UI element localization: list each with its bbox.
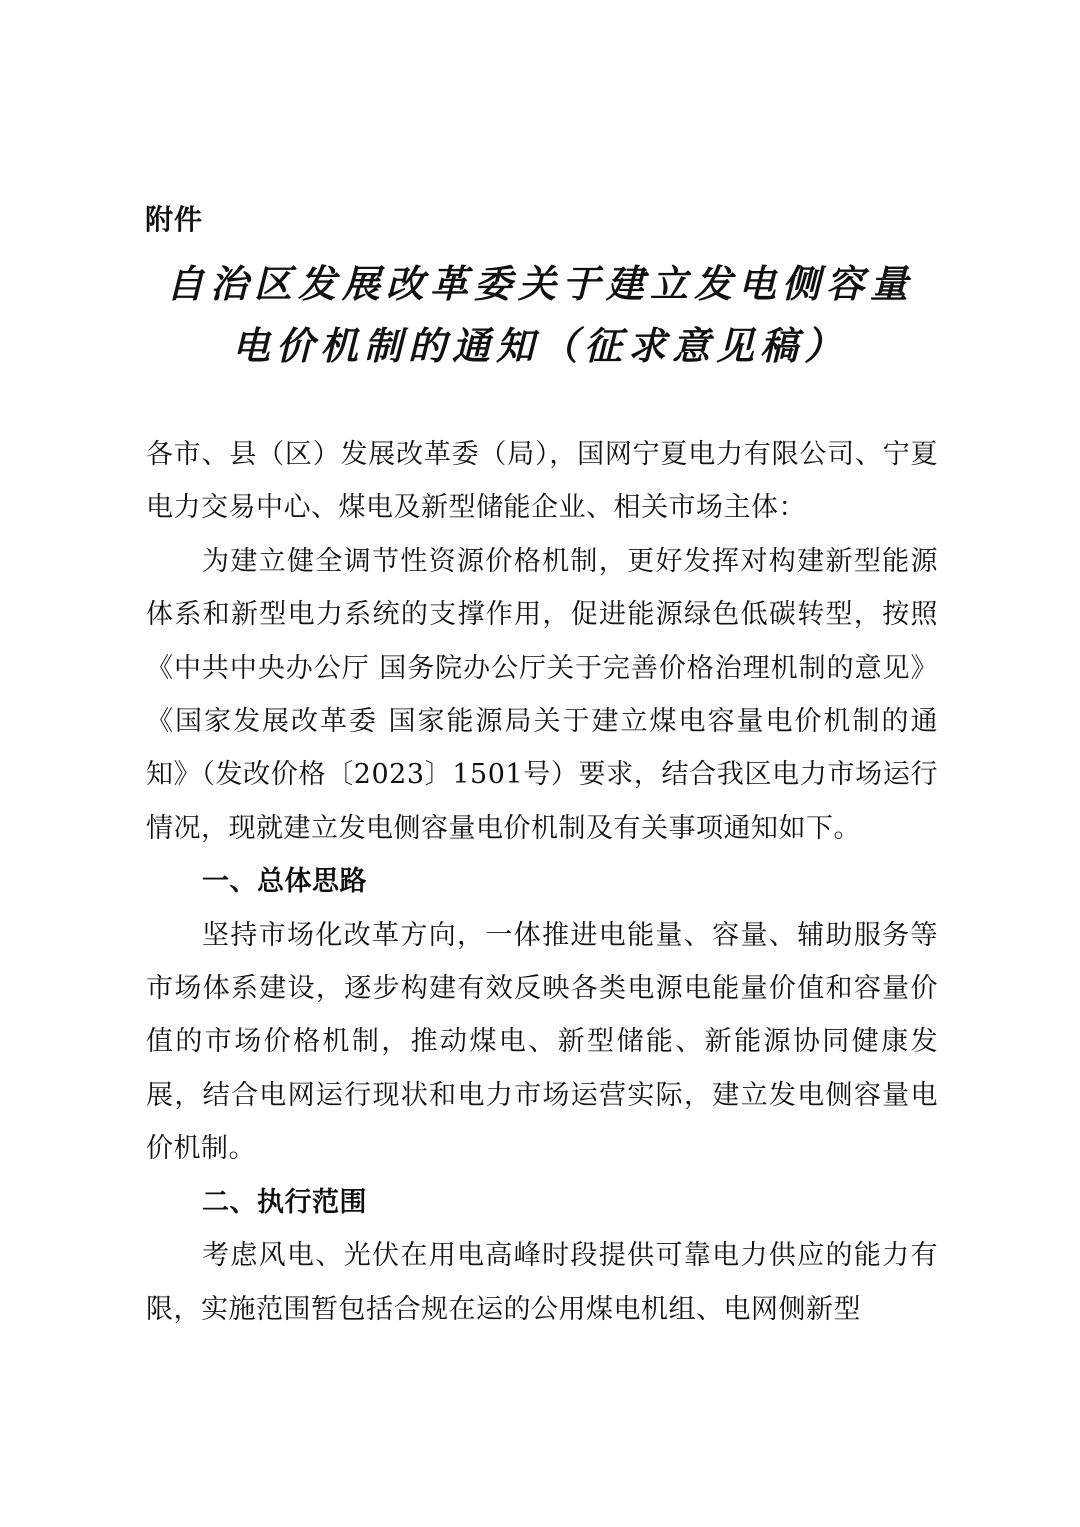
document-body: [146, 428, 938, 1336]
section-paragraph-2: 考虑风电、光伏在用电高峰时段提供可靠电力供应的能力有限，实施范围暂包括合规在运的公用煤电机组、电网侧新型: [146, 1240, 938, 1325]
intro-paragraph: 为建立健全调节性资源价格机制，更好发挥对构建新型能源体系和新型电力系统的支撑作用，促进能源绿色低碳转型，按照《中共中央办公厅 国务院办公厅关于完善价格治理机制的意见》《国家发展改革委 国家能源局关于建立煤电容量电价机制的通知》（发改价格〔2023〕1501号）要求，结合我区电力市场运行情况，现就建立发电侧容量电价机制及有关事项通知如下。: [146, 545, 938, 844]
document-title-line-1: 自治区发展改革委关于建立发电侧容量: [165, 261, 914, 306]
document-title-line-2: 电价机制的通知（征求意见稿）: [231, 323, 848, 368]
section-heading-1: 一、总体思路: [202, 866, 367, 898]
section-heading-2: 二、执行范围: [202, 1186, 367, 1218]
section-paragraph-1: 坚持市场化改革方向，一体推进电能量、容量、辅助服务等市场体系建设，逐步构建有效反映各类电源电能量价值和容量价值的市场价格机制，推动煤电、新型储能、新能源协同健康发展，结合电网运行现状和电力市场运营实际，建立发电侧容量电价机制。: [146, 919, 938, 1165]
addressee-paragraph: 各市、县（区）发展改革委（局），国网宁夏电力有限公司、宁夏电力交易中心、煤电及新型储能企业、相关市场主体：: [146, 439, 938, 524]
attachment-label: 附件: [145, 203, 204, 236]
